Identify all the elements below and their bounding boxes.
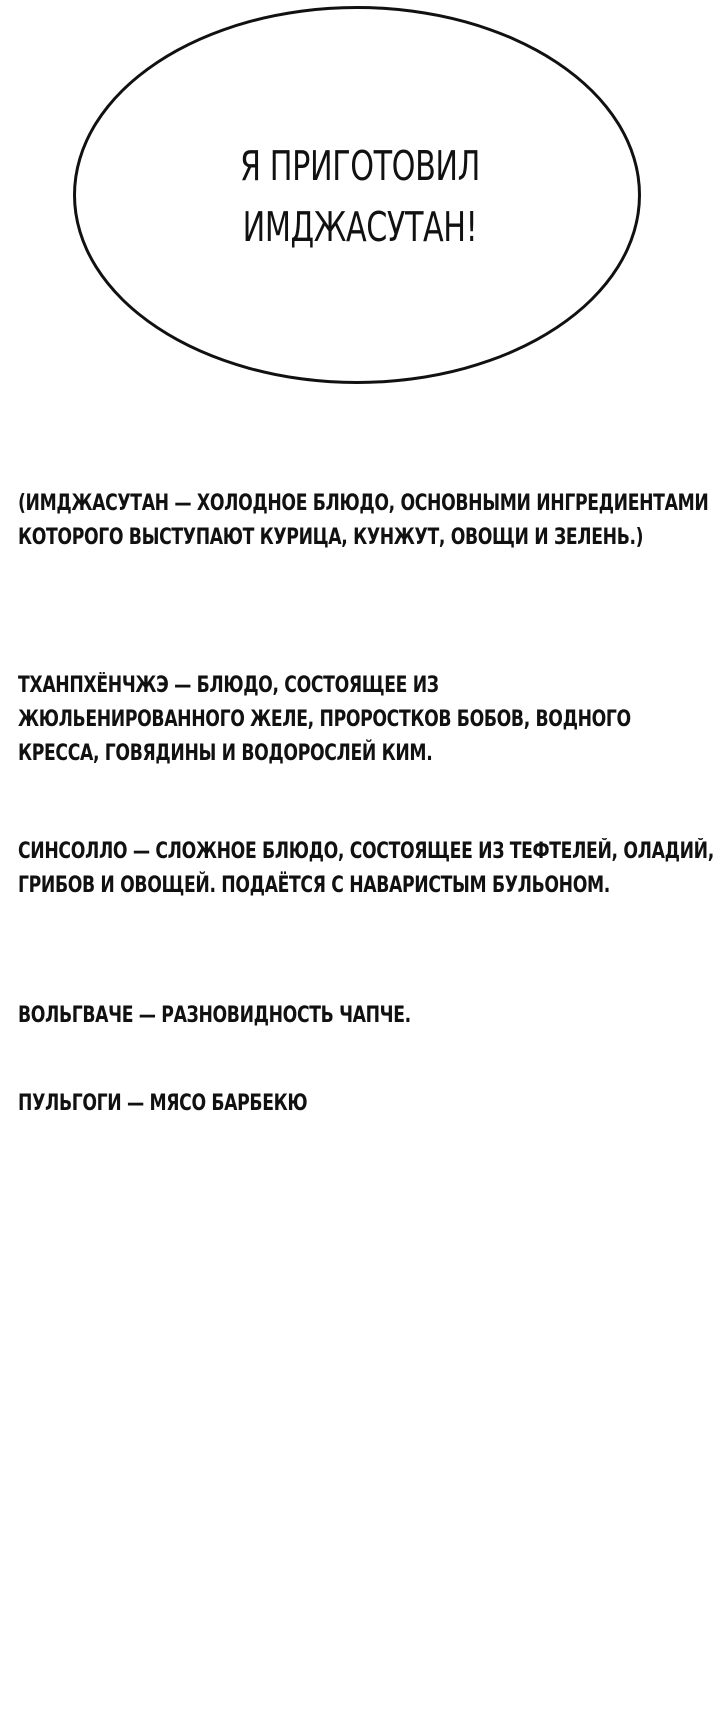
note-line: ПУЛЬГОГИ — МЯСО БАРБЕКЮ	[18, 1091, 308, 1116]
speech-bubble-text	[196, 136, 524, 257]
translator-note-volgvache	[18, 999, 627, 1033]
translator-note-thanphyonchzhe	[18, 669, 631, 771]
note-line: КОТОРОГО ВЫСТУПАЮТ КУРИЦА, КУНЖУТ, ОВОЩИ И ЗЕЛЕНЬ.)	[18, 525, 644, 550]
note-line: (ИМДЖАСУТАН — ХОЛОДНОЕ БЛЮДО, ОСНОВНЫМИ ИНГРЕДИЕНТАМИ	[18, 491, 709, 516]
speech-bubble-line: ИМДЖАСУТАН!	[242, 202, 478, 251]
translator-note-imdzhasutan	[18, 487, 709, 555]
note-line: ГРИБОВ И ОВОЩЕЙ. ПОДАЁТСЯ С НАВАРИСТЫМ БУЛЬОНОМ.	[18, 873, 610, 898]
note-line: ТХАНПХЁНЧЖЭ — БЛЮДО, СОСТОЯЩЕЕ ИЗ	[18, 673, 439, 698]
translator-note-pulgogi	[18, 1087, 627, 1121]
speech-bubble-line: Я ПРИГОТОВИЛ	[240, 142, 480, 190]
note-line: КРЕССА, ГОВЯДИНЫ И ВОДОРОСЛЕЙ КИМ.	[18, 741, 433, 766]
translator-note-sinsollo	[18, 835, 714, 903]
note-line: ЖЮЛЬЕНИРОВАННОГО ЖЕЛЕ, ПРОРОСТКОВ БОБОВ, ВОДНОГО	[18, 707, 631, 732]
note-line: ВОЛЬГВАЧЕ — РАЗНОВИДНОСТЬ ЧАПЧЕ.	[18, 1003, 411, 1028]
note-line: СИНСОЛЛО — СЛОЖНОЕ БЛЮДО, СОСТОЯЩЕЕ ИЗ ТЕФТЕЛЕЙ, ОЛАДИЙ,	[18, 839, 714, 864]
